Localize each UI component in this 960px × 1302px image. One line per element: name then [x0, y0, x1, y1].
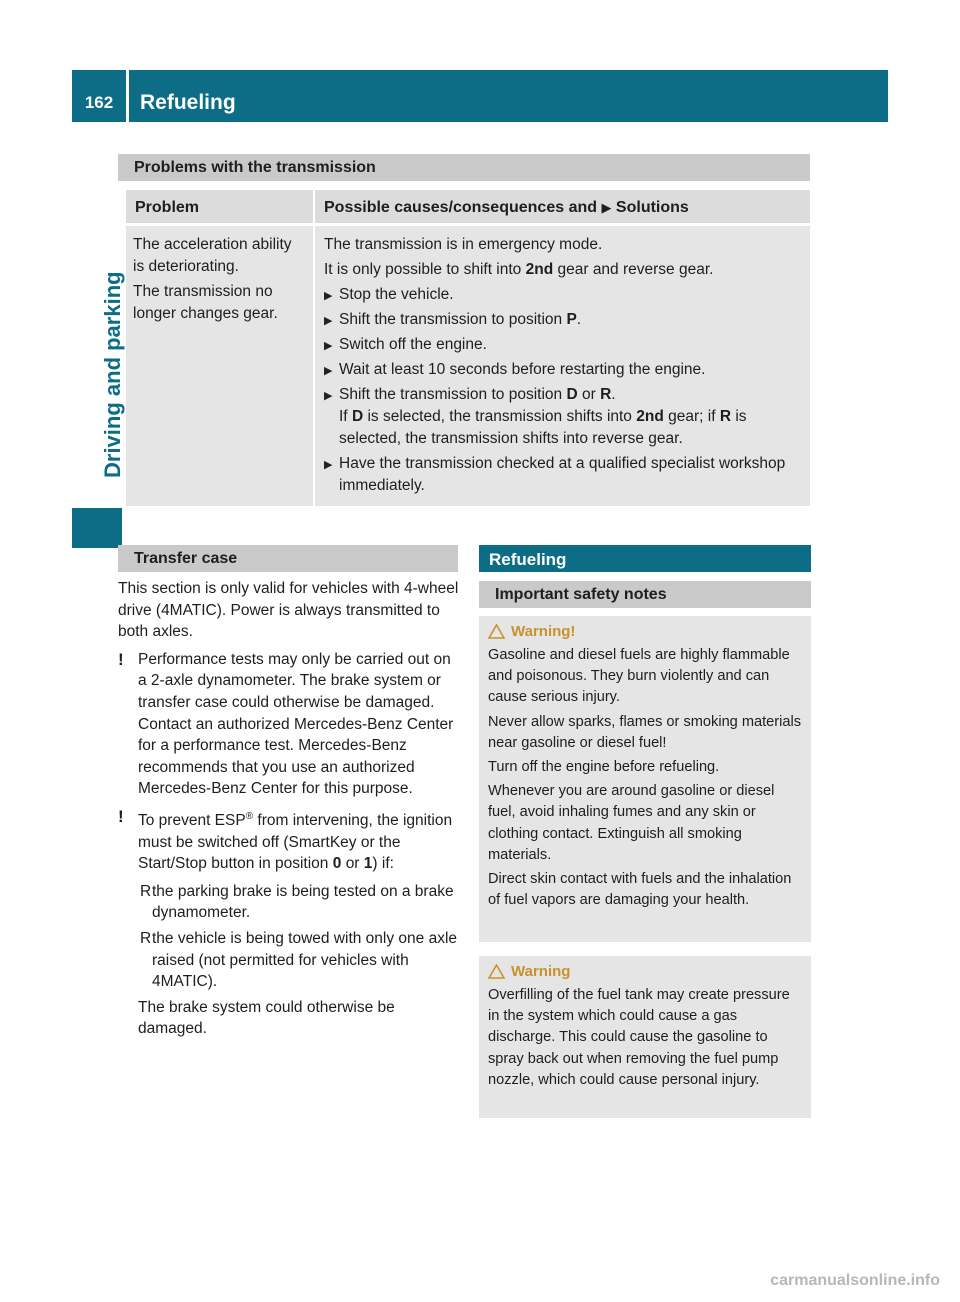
column-header-solutions-text: Possible causes/consequences and	[324, 199, 598, 216]
column-header-solutions-label: Solutions	[615, 199, 689, 216]
list-item: R the vehicle is being towed with only one axle raised (not permitted for vehicles with 4MATIC).	[140, 930, 458, 991]
exclamation-icon: !	[118, 649, 124, 669]
page-number: 162	[84, 93, 114, 112]
warning-text: Turn off the engine before refueling.	[488, 759, 720, 776]
step-arrow-icon: ▶	[324, 290, 333, 302]
warning-heading: Warning	[488, 962, 803, 982]
watermark: carmanualsonline.info	[770, 1272, 940, 1289]
transfer-case-intro: This section is only valid for vehicles with 4-wheel drive (4MATIC). Power is always transmitted to both axles.	[118, 580, 459, 641]
solution-step: ▶ Stop the vehicle.	[324, 284, 800, 306]
safety-notes-title: Important safety notes	[479, 581, 811, 608]
warning-triangle-icon	[488, 964, 505, 979]
header-separator	[126, 70, 129, 122]
solutions-cell	[315, 226, 810, 506]
cause-line: It is only possible to shift into 2nd gear and reverse gear.	[324, 261, 714, 278]
page-title: Refueling	[140, 91, 236, 114]
transfer-case-closing: The brake system could otherwise be damaged.	[138, 998, 395, 1038]
step-arrow-icon: ▶	[324, 390, 333, 402]
exclamation-icon: !	[118, 806, 124, 826]
chapter-tab-marker	[72, 508, 122, 548]
step-arrow-icon: ▶	[324, 340, 333, 352]
warning-text: Whenever you are around gasoline or diesel fuel, avoid inhaling fumes and any skin or clothing contact. Extinguish all smoking materials.	[488, 783, 775, 863]
problem-line: The transmission no longer changes gear.	[133, 283, 278, 322]
column-header-problem: Problem	[126, 190, 313, 223]
warning-text: Gasoline and diesel fuels are highly flammable and poisonous. They burn violently and can cause serious injury.	[488, 647, 790, 706]
column-header-solutions	[315, 190, 810, 223]
step-arrow-icon: ▶	[324, 315, 333, 327]
problem-line: The acceleration ability is deteriorating.	[133, 236, 292, 275]
warning-box	[479, 956, 811, 1118]
warning-heading: Warning!	[488, 622, 803, 642]
caution-note: ! To prevent ESP® from intervening, the ignition must be switched off (SmartKey or the Start/Stop button in position 0 or 1) if:	[118, 806, 453, 873]
caution-note: ! Performance tests may only be carried out on a 2-axle dynamometer. The brake system or transfer case could otherwise be damaged. Contact an authorized Mercedes-Benz Center for a performance test. Mercedes-Benz recommends that you use an authorized Mercedes-Benz Center for this purpose.	[118, 649, 454, 798]
solution-step: ▶ Shift the transmission to position P.	[324, 309, 800, 331]
problem-cell	[126, 226, 313, 506]
warning-text: Never allow sparks, flames or smoking materials near gasoline or diesel fuel!	[488, 713, 802, 751]
transfer-case-body	[118, 578, 462, 1046]
transmission-section-title: Problems with the transmission	[118, 154, 810, 181]
cause-line: The transmission is in emergency mode.	[324, 236, 603, 253]
step-arrow-icon: ▶	[324, 365, 333, 377]
solution-step: ▶ Have the transmission checked at a qualified specialist workshop immediately.	[324, 455, 786, 494]
warning-triangle-icon	[488, 624, 505, 639]
solution-step: ▶ Shift the transmission to position D or R. If D is selected, the transmission shifts into 2nd gear; if R is selected, the transmission shifts into reverse gear.	[324, 386, 747, 447]
warning-box	[479, 616, 811, 942]
warning-text: Overfilling of the fuel tank may create pressure in the system which could cause a gas discharge. This could cause the gasoline to spray back out when removing the fuel pump nozzle, which could cause personal injury.	[488, 987, 790, 1088]
solution-step: ▶ Switch off the engine.	[324, 334, 800, 356]
bullet-icon: R	[140, 882, 152, 900]
chapter-tab-label: Driving and parking	[100, 271, 125, 478]
warning-text: Direct skin contact with fuels and the inhalation of fuel vapors are damaging your health.	[488, 871, 792, 909]
step-arrow-icon: ▶	[324, 459, 333, 471]
solution-step: ▶ Wait at least 10 seconds before restarting the engine.	[324, 359, 800, 381]
arrow-right-icon: ▶	[601, 200, 612, 215]
transfer-case-title: Transfer case	[118, 545, 458, 572]
bullet-icon: R	[140, 930, 152, 948]
list-item: R the parking brake is being tested on a brake dynamometer.	[140, 882, 454, 922]
refueling-section-title: Refueling	[479, 545, 811, 572]
